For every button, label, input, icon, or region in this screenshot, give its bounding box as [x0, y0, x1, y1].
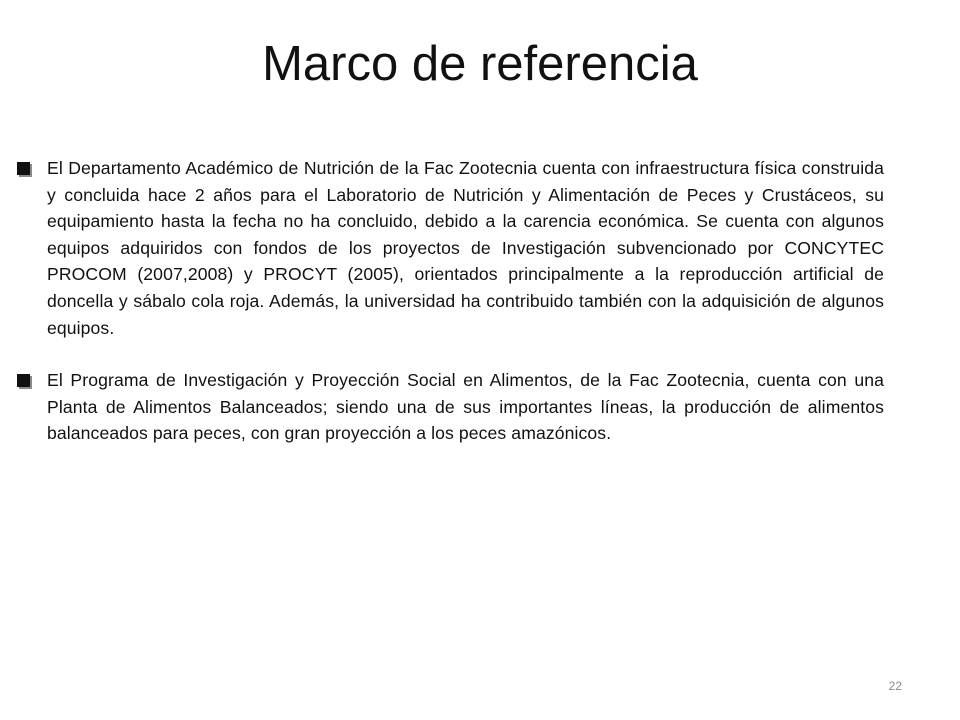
slide-title: Marco de referencia [262, 37, 698, 91]
page-number: 22 [888, 679, 902, 693]
bullet-text: El Departamento Académico de Nutrición de la Fac Zootecnia cuenta con infraestructura física construida y concluida hace 2 años para el Laboratorio de Nutrición y Alimentación de Peces y Crustáceos, su equipamiento hasta la fecha no ha concluido, debido a la carencia económica. Se cuenta con algunos equipos adquiridos con fondos de los proyectos de Investigación subvencionado por CONCYTEC PROCOM (2007,2008) y PROCYT (2005), orientados principalmente a la reproducción artificial de doncella y sábalo cola roja. Además, la universidad ha contribuido también con la adquisición de algunos equipos. [47, 158, 884, 338]
bullet-text: El Programa de Investigación y Proyección Social en Alimentos, de la Fac Zootecnia, cuenta con una Planta de Alimentos Balanceados; siendo una de sus importantes líneas, la producción de alimentos balanceados para peces, con gran proyección a los peces amazónicos. [47, 370, 884, 444]
bullet-item-programa [14, 367, 884, 447]
bullet-item-departamento [14, 155, 884, 341]
square-bullet-icon [17, 374, 30, 387]
bullet-list [14, 155, 884, 447]
square-bullet-icon [17, 162, 30, 175]
